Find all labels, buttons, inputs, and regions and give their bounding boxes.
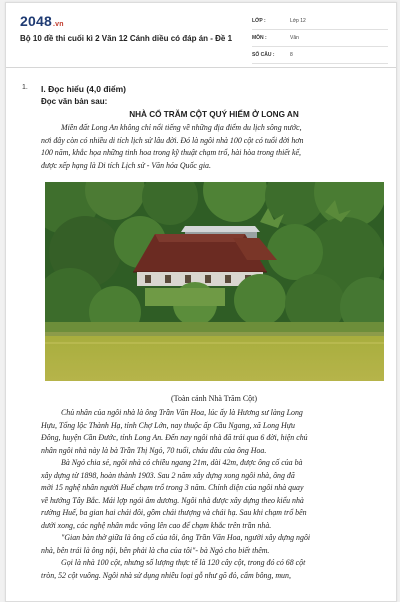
section-title: I. Đọc hiểu (4,0 điểm)	[41, 84, 127, 94]
text-line: về hướng Tây Bắc. Mái lợp ngói âm dương. Ngôi nhà được xây dựng theo kiểu nhà	[41, 495, 304, 505]
text-line: nhà, bên trái là ông nội, bên phải là cha của tôi"- bà Ngỏ cho biết thêm.	[41, 545, 270, 555]
text-line: mời 15 nghệ nhân người Huế chạm trổ trong 3 năm. Chính diện của ngôi nhà quay	[41, 483, 304, 492]
meta-key: MÔN :	[252, 35, 267, 41]
meta-row-subject	[252, 30, 388, 47]
site-logo[interactable]: 2048.vn	[20, 13, 64, 29]
landscape-photo-icon	[45, 182, 384, 381]
text-line: Gọi là nhà 100 cột, nhưng số lượng thực tế là 120 cây cột, trong đó có 68 cột	[61, 558, 306, 567]
text-line: Miền đất Long An không chỉ nổi tiếng về những địa điểm du lịch sông nước,	[61, 123, 302, 132]
text-line: Bà Ngỏ chia sẻ, ngôi nhà có chiều ngang 21m, dài 42m, được ông cố của bà	[61, 458, 303, 467]
meta-key: LỚP :	[252, 18, 266, 24]
question-content	[41, 83, 387, 172]
text-line: nhân ngôi nhà này là bà Trần Thị Ngỏ, 70 tuổi, cháu dâu của ông Hoa.	[41, 445, 267, 455]
header-divider	[6, 67, 396, 68]
meta-row-question-count	[252, 47, 388, 64]
meta-row-grade	[252, 13, 388, 30]
photo-caption: (Toàn cảnh Nhà Trăm Cột)	[170, 394, 258, 403]
text-line: Hựu, Tổng lộc Thành Hạ, tỉnh Chợ Lớn, nay thuộc ấp Cầu Ngang, xã Long Hựu	[41, 420, 295, 430]
intro-paragraph	[41, 122, 387, 172]
question-number: 1.	[22, 84, 28, 91]
text-line: 100 năm, khắc họa những tinh hoa trong kỹ thuật chạm trổ, hài hòa trong thiết kế,	[41, 148, 301, 157]
text-line: được xếp hạng là Di tích Lịch sử - Văn hóa Quốc gia.	[41, 160, 211, 170]
text-line: xây dựng từ 1898, hoàn thành 1903. Sau 2 năm xây dựng xong ngôi nhà, ông đã	[41, 470, 295, 480]
document-title: Bộ 10 đề thi cuối kì 2 Văn 12 Cánh diều có đáp án - Đề 1	[20, 34, 233, 43]
meta-value: Lớp 12	[290, 18, 306, 24]
text-line: nơi đây còn có nhiều di tích lịch sử lâu đời. Đó là ngôi nhà 100 cột có tuổi đời hơn	[41, 135, 304, 145]
document-meta	[252, 13, 388, 64]
reading-subheading: Đọc văn bản sau:	[41, 97, 108, 106]
text-line: "Gian bàn thờ giữa là ông cố của tôi, ông Trần Văn Hoa, người xây dựng ngôi	[61, 533, 311, 542]
body-text	[41, 407, 387, 582]
document-header	[6, 3, 396, 67]
meta-value: Văn	[290, 35, 299, 41]
meta-value: 8	[290, 52, 293, 58]
article-title: NHÀ CỔ TRĂM CỘT QUÝ HIẾM Ở LONG AN	[129, 110, 299, 119]
text-line: tròn, 52 cột vuông. Ngôi nhà sử dụng nhiều loại gỗ như gõ đỏ, cẩm bông, mun,	[41, 570, 291, 580]
meta-key: SỐ CÂU :	[252, 52, 275, 58]
text-line: dưới xong, các nghệ nhân mắc võng lên cao để chạm khắc trên trần nhà.	[41, 520, 272, 530]
document-page	[5, 2, 397, 602]
text-line: Đông, huyện Cần Đước, tỉnh Long An. Đến nay ngôi nhà đã trải qua 6 đời, hiện chủ	[41, 433, 308, 442]
text-line: Chủ nhân của ngôi nhà là ông Trần Văn Hoa, lúc ấy là Hương sư làng Long	[61, 408, 303, 417]
text-line: rường Huế, ba gian hai chái đôi, gồm chái thượng và chái hạ. Sau khi chạm trổ bên	[41, 508, 307, 517]
